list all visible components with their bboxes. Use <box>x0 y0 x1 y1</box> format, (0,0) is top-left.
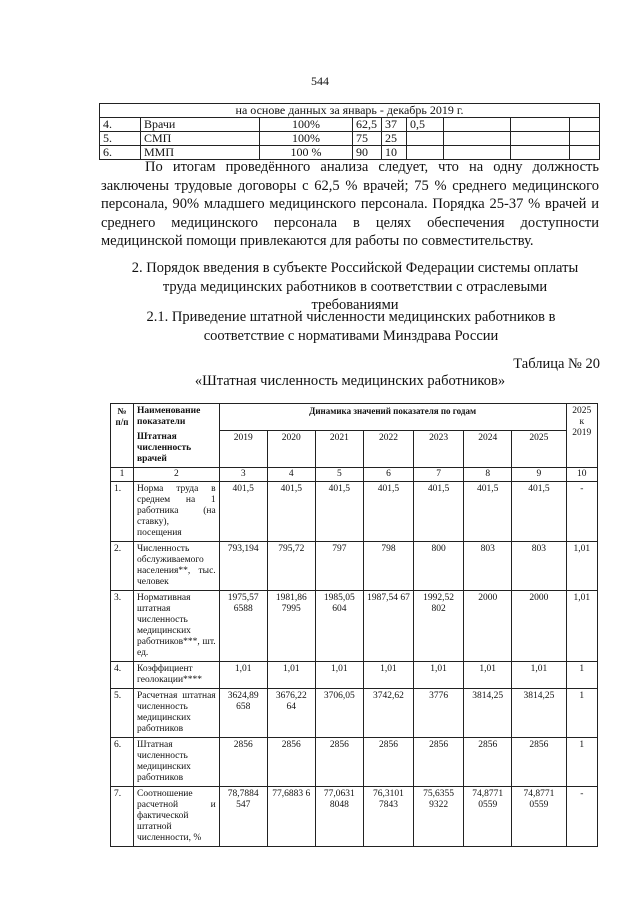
year-value: 797 <box>315 542 363 591</box>
row-number: 3. <box>111 591 134 662</box>
section-heading: 2. Порядок введения в субъекте Российской Федерации системы оплаты труда медицинских работников в соответствии с отраслевыми требованиями <box>131 260 579 313</box>
index-cell: 8 <box>464 468 512 482</box>
year-value: 1981,86 7995 <box>267 591 315 662</box>
year-value: 803 <box>512 542 566 591</box>
cell: ММП <box>141 146 260 160</box>
year-value: 401,5 <box>363 482 413 542</box>
table-row <box>111 542 598 591</box>
year-value: 1985,05 604 <box>315 591 363 662</box>
cell: 62,5 <box>353 118 382 132</box>
year-value: 1,01 <box>363 662 413 689</box>
year-value: 76,3101 7843 <box>363 787 413 847</box>
cell: 10 <box>382 146 407 160</box>
ratio-value: 1 <box>566 738 597 787</box>
year-header: 2021 <box>315 430 363 468</box>
year-value: 2856 <box>219 738 267 787</box>
cell: 100% <box>260 118 353 132</box>
year-value: 74,8771 0559 <box>464 787 512 847</box>
year-value: 401,5 <box>267 482 315 542</box>
year-value: 2856 <box>363 738 413 787</box>
year-value: 77,0631 8048 <box>315 787 363 847</box>
year-value: 3676,22 64 <box>267 689 315 738</box>
ratio-value: - <box>566 482 597 542</box>
year-value: 1,01 <box>512 662 566 689</box>
ratio-value: 1 <box>566 689 597 738</box>
year-value: 2856 <box>512 738 566 787</box>
row-number: 4. <box>111 662 134 689</box>
year-value: 2000 <box>512 591 566 662</box>
cell: 6. <box>100 146 141 160</box>
index-cell: 10 <box>566 468 597 482</box>
col-header-ratio: 2025 к 2019 <box>566 404 597 468</box>
index-cell: 5 <box>315 468 363 482</box>
year-value: 1,01 <box>315 662 363 689</box>
index-cell: 9 <box>512 468 566 482</box>
year-value: 800 <box>414 542 464 591</box>
year-value: 793,194 <box>219 542 267 591</box>
table-row <box>111 591 598 662</box>
ratio-value: 1,01 <box>566 542 597 591</box>
col-header-no: № п/п <box>111 404 134 468</box>
paragraph-text: По итогам проведённого анализа следует, что на одну должность заключены трудовые договоры с 62,5 % врачей; 75 % среднего медицинского персонала, 90% младшего медицинского персонала. Порядка 25-37 % врачей и среднего медицинского персонала в целях обеспечения доступности медицинской помощи привлекаются для работы по совместительству. <box>101 159 599 249</box>
year-value: 1,01 <box>267 662 315 689</box>
cell: 5. <box>100 132 141 146</box>
ratio-value: 1,01 <box>566 591 597 662</box>
cell <box>570 132 600 146</box>
year-header: 2025 <box>512 430 566 468</box>
table-caption: на основе данных за январь - декабрь 2019 г. <box>100 104 600 118</box>
cell: 37 <box>382 118 407 132</box>
prior-table-fragment <box>99 103 600 160</box>
year-value: 795,72 <box>267 542 315 591</box>
year-value: 2856 <box>315 738 363 787</box>
ratio-value: 1 <box>566 662 597 689</box>
year-value: 803 <box>464 542 512 591</box>
subsection-heading: 2.1. Приведение штатной численности медицинских работников в соответствие с нормативами Минздрава России <box>146 309 556 344</box>
year-value: 2856 <box>464 738 512 787</box>
index-cell: 3 <box>219 468 267 482</box>
year-value: 401,5 <box>219 482 267 542</box>
cell <box>511 132 570 146</box>
page-number: 544 <box>311 74 329 88</box>
indicator-name: Численность обслуживаемого населения**, тыс. человек <box>133 542 219 591</box>
year-value: 74,8771 0559 <box>512 787 566 847</box>
row-number: 2. <box>111 542 134 591</box>
table-row <box>111 662 598 689</box>
year-value: 3776 <box>414 689 464 738</box>
table-row <box>111 482 598 542</box>
table-row <box>100 132 600 146</box>
indicator-name: Соотношение расчетной и фактической штатной численности, % <box>133 787 219 847</box>
year-value: 401,5 <box>464 482 512 542</box>
index-cell: 1 <box>111 468 134 482</box>
year-header: 2022 <box>363 430 413 468</box>
year-header: 2019 <box>219 430 267 468</box>
year-value: 3706,05 <box>315 689 363 738</box>
year-value: 77,6883 6 <box>267 787 315 847</box>
cell: 75 <box>353 132 382 146</box>
year-value: 401,5 <box>414 482 464 542</box>
year-value: 401,5 <box>315 482 363 542</box>
year-value: 3814,25 <box>512 689 566 738</box>
year-value: 798 <box>363 542 413 591</box>
cell: Врачи <box>141 118 260 132</box>
table-row <box>111 738 598 787</box>
analysis-paragraph <box>101 158 599 251</box>
cell <box>511 118 570 132</box>
row-number: 6. <box>111 738 134 787</box>
year-header: 2020 <box>267 430 315 468</box>
year-value: 1975,57 6588 <box>219 591 267 662</box>
table-row <box>100 118 600 132</box>
year-value: 1992,52 802 <box>414 591 464 662</box>
index-cell: 2 <box>133 468 219 482</box>
row-number: 7. <box>111 787 134 847</box>
cell: 4. <box>100 118 141 132</box>
col-header-name: Наименование показатели <box>133 404 219 431</box>
row-number: 5. <box>111 689 134 738</box>
cell: 0,5 <box>407 118 444 132</box>
indicator-name: Штатная численность медицинских работников <box>133 738 219 787</box>
table-label: Таблица № 20 <box>513 356 600 372</box>
year-value: 2856 <box>267 738 315 787</box>
cell <box>570 118 600 132</box>
year-header: 2023 <box>414 430 464 468</box>
cell: 100 % <box>260 146 353 160</box>
table-row <box>111 689 598 738</box>
index-cell: 7 <box>414 468 464 482</box>
year-value: 1987,54 67 <box>363 591 413 662</box>
year-header: 2024 <box>464 430 512 468</box>
indicator-name: Расчетная штатная численность медицинских работников <box>133 689 219 738</box>
cell <box>444 118 511 132</box>
year-value: 75,6355 9322 <box>414 787 464 847</box>
staff-table <box>110 403 598 847</box>
table-row <box>100 104 600 118</box>
col-header-subname: Штатная численность врачей <box>133 430 219 468</box>
table-header-row <box>111 404 598 431</box>
ratio-value: - <box>566 787 597 847</box>
year-value: 1,01 <box>219 662 267 689</box>
table-header-row <box>111 430 598 468</box>
index-cell: 4 <box>267 468 315 482</box>
cell: 25 <box>382 132 407 146</box>
indicator-name: Норма труда в среднем на 1 работника (на ставку), посещения <box>133 482 219 542</box>
year-value: 2856 <box>414 738 464 787</box>
index-row <box>111 468 598 482</box>
year-value: 401,5 <box>512 482 566 542</box>
year-value: 1,01 <box>414 662 464 689</box>
year-value: 3624,89 658 <box>219 689 267 738</box>
cell: 90 <box>353 146 382 160</box>
cell: 100% <box>260 132 353 146</box>
year-value: 78,7884 547 <box>219 787 267 847</box>
index-cell: 6 <box>363 468 413 482</box>
table-title: «Штатная численность медицинских работников» <box>194 373 506 389</box>
col-header-dynamics: Динамика значений показателя по годам <box>219 404 566 431</box>
indicator-name: Нормативная штатная численность медицинских работников***, шт. ед. <box>133 591 219 662</box>
indicator-name: Коэффициент геолокации**** <box>133 662 219 689</box>
cell <box>444 132 511 146</box>
year-value: 3814,25 <box>464 689 512 738</box>
row-number: 1. <box>111 482 134 542</box>
cell: СМП <box>141 132 260 146</box>
year-value: 1,01 <box>464 662 512 689</box>
year-value: 3742,62 <box>363 689 413 738</box>
table-row <box>111 787 598 847</box>
cell <box>407 132 444 146</box>
year-value: 2000 <box>464 591 512 662</box>
